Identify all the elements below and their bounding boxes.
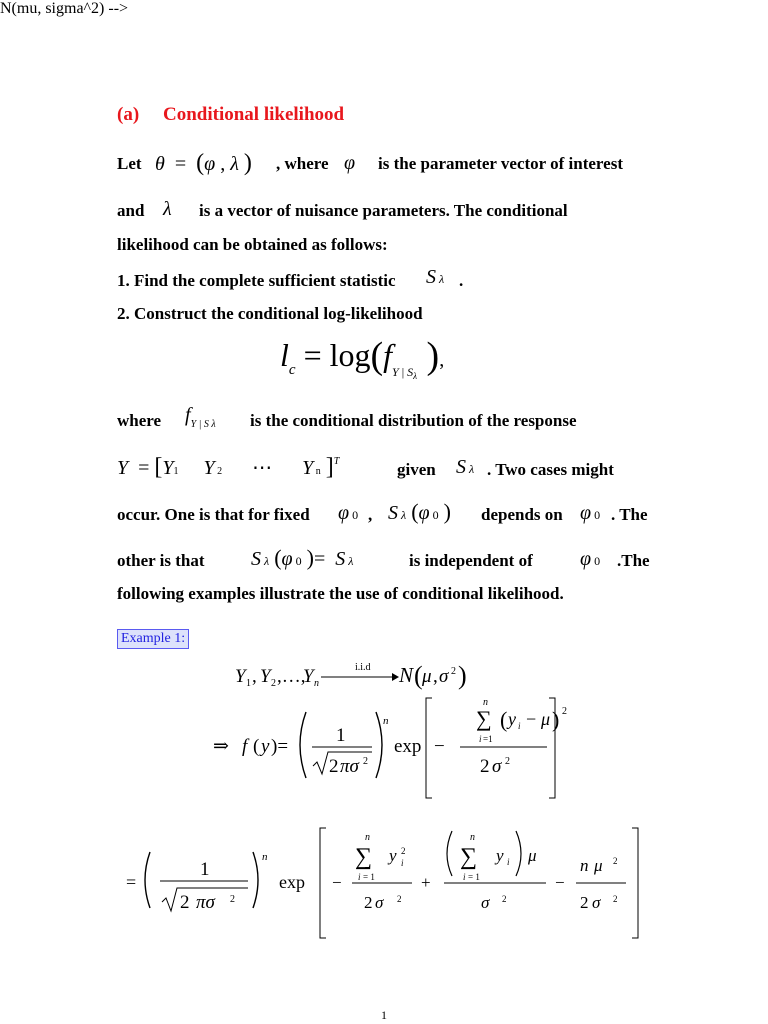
- svg-text:μ: μ: [422, 666, 432, 687]
- svg-text:2: 2: [271, 678, 276, 689]
- math-s-eq: S λ (φ 0 )= S λ: [251, 545, 354, 570]
- text-other: other is that: [117, 551, 205, 570]
- svg-text:i: i: [401, 858, 404, 868]
- svg-text:2: 2: [502, 894, 507, 904]
- step-1-end: .: [459, 271, 464, 290]
- svg-text:n: n: [483, 697, 488, 708]
- svg-text:): ): [552, 707, 560, 732]
- math-theta-def: θ = (φ , λ ): [155, 150, 252, 176]
- svg-text:2: 2: [180, 892, 190, 913]
- math-y-vector: Y = [Y1 Y 2 ⋯ Y n ]$^T$: [117, 454, 340, 480]
- svg-text:2: 2: [364, 893, 373, 912]
- equation-lc: $l_c = \log(f_Y$ $_|$ $_{S\lambda}$ ),: [280, 335, 445, 381]
- svg-text:y: y: [261, 736, 270, 757]
- text-where: , where: [276, 154, 329, 173]
- svg-text:−: −: [434, 736, 445, 757]
- equation-density: [0, 690, 768, 810]
- svg-text:): ): [458, 661, 467, 690]
- svg-text:N: N: [399, 663, 414, 687]
- text-independent: is independent of: [409, 551, 533, 570]
- svg-text:μ: μ: [528, 846, 537, 865]
- iid-label: i.i.d: [355, 662, 371, 673]
- svg-text:=: =: [126, 872, 137, 892]
- svg-text:1: 1: [246, 678, 251, 689]
- text-likelihood-line: likelihood can be obtained as follows:: [117, 235, 388, 254]
- text-two-cases: . Two cases might: [487, 460, 614, 479]
- svg-text:2: 2: [401, 846, 406, 856]
- equation-expanded: [0, 818, 768, 948]
- math-f-cond: $f_{Y | S \lambda}$: [185, 404, 216, 430]
- svg-text:∑: ∑: [355, 844, 373, 870]
- svg-text:⇒: ⇒: [213, 736, 229, 757]
- svg-text:2: 2: [580, 893, 589, 912]
- math-phi0: φ 0: [338, 502, 359, 524]
- svg-text:n: n: [314, 678, 319, 689]
- svg-text:μ: μ: [594, 856, 603, 875]
- svg-text:σ: σ: [481, 893, 490, 912]
- step-2: 2. Construct the conditional log-likelihood: [117, 304, 423, 323]
- text-the-2: .The: [617, 551, 650, 570]
- svg-text:σ: σ: [492, 756, 502, 777]
- svg-text:2: 2: [505, 756, 510, 767]
- svg-text:)=: )=: [271, 736, 289, 757]
- svg-text:= 1: = 1: [468, 872, 480, 882]
- text-nuisance: is a vector of nuisance parameters. The conditional: [199, 201, 568, 220]
- svg-text:n: n: [470, 832, 475, 843]
- svg-text:i: i: [479, 734, 482, 744]
- svg-text:−: −: [526, 709, 537, 729]
- svg-text:−: −: [332, 873, 342, 892]
- text-cond-dist: is the conditional distribution of the response: [250, 411, 577, 430]
- text-where-2: where: [117, 411, 162, 430]
- section-label: (a): [117, 104, 140, 125]
- svg-text:2: 2: [613, 856, 618, 866]
- svg-text:σ: σ: [439, 666, 449, 687]
- svg-text:,…,: ,…,: [277, 666, 306, 687]
- svg-text:∑: ∑: [460, 844, 478, 870]
- svg-text:n: n: [262, 851, 268, 863]
- text-comma: ,: [368, 505, 373, 524]
- svg-text:f: f: [242, 736, 248, 757]
- svg-text:y: y: [508, 709, 516, 729]
- svg-text:∑: ∑: [476, 706, 492, 731]
- svg-text:2: 2: [397, 894, 402, 904]
- example-label: Example 1:: [117, 629, 189, 649]
- svg-text:(: (: [500, 707, 508, 732]
- math-s-lambda: S λ: [426, 266, 445, 288]
- svg-text:2: 2: [480, 756, 490, 777]
- text-interest: is the parameter vector of interest: [378, 154, 623, 173]
- svg-text:i: i: [463, 872, 466, 882]
- svg-text:n: n: [365, 832, 370, 843]
- exp-label-1: exp: [394, 736, 422, 757]
- svg-text:πσ: πσ: [340, 756, 359, 777]
- svg-text:2: 2: [613, 894, 618, 904]
- exp-label-2: exp: [279, 872, 305, 892]
- page-number: 1: [381, 1008, 387, 1022]
- text-following: following examples illustrate the use of conditional likelihood.: [117, 584, 564, 603]
- svg-text:1: 1: [200, 859, 210, 880]
- text-occur: occur. One is that for fixed: [117, 505, 310, 524]
- svg-text:Y: Y: [235, 666, 246, 687]
- svg-text:i: i: [358, 872, 361, 882]
- svg-text:1: 1: [336, 725, 346, 746]
- math-s-phi0: S λ (φ 0 ): [388, 499, 451, 524]
- svg-text:2: 2: [562, 706, 567, 717]
- svg-text:i: i: [518, 721, 521, 731]
- text-and: and: [117, 201, 145, 220]
- math-phi: φ: [344, 152, 356, 174]
- svg-text:=1: =1: [483, 734, 493, 744]
- text-given: given: [397, 460, 436, 479]
- math-phi0-c: φ 0: [580, 548, 601, 570]
- math-lambda: λ: [163, 198, 172, 220]
- svg-text:Y: Y: [303, 666, 314, 687]
- svg-text:(: (: [414, 661, 423, 690]
- svg-text:,: ,: [252, 666, 257, 687]
- svg-text:y: y: [496, 846, 504, 865]
- svg-text:σ: σ: [592, 893, 601, 912]
- svg-text:n: n: [383, 715, 389, 727]
- svg-text:+: +: [421, 873, 431, 892]
- text-let: Let: [117, 154, 142, 173]
- math-phi0-b: φ 0: [580, 502, 601, 524]
- svg-text:σ: σ: [375, 893, 384, 912]
- svg-text:πσ: πσ: [196, 892, 215, 913]
- svg-text:Y: Y: [260, 666, 271, 687]
- svg-text:y: y: [389, 846, 397, 865]
- svg-text:i: i: [507, 857, 510, 867]
- svg-text:2: 2: [329, 756, 339, 777]
- text-depends: depends on: [481, 505, 563, 524]
- svg-text:n: n: [580, 856, 589, 875]
- svg-text:= 1: = 1: [363, 872, 375, 882]
- svg-text:(: (: [253, 736, 260, 757]
- svg-text:2: 2: [451, 666, 456, 677]
- svg-text:,: ,: [433, 666, 438, 687]
- svg-text:2: 2: [363, 756, 368, 767]
- math-s-lambda-2: S λ: [456, 456, 475, 478]
- svg-text:2: 2: [230, 894, 235, 905]
- svg-text:μ: μ: [541, 709, 551, 729]
- svg-text:−: −: [555, 873, 565, 892]
- section-title: Conditional likelihood: [163, 104, 345, 125]
- text-the: . The: [611, 505, 648, 524]
- step-1: 1. Find the complete sufficient statistic: [117, 271, 396, 290]
